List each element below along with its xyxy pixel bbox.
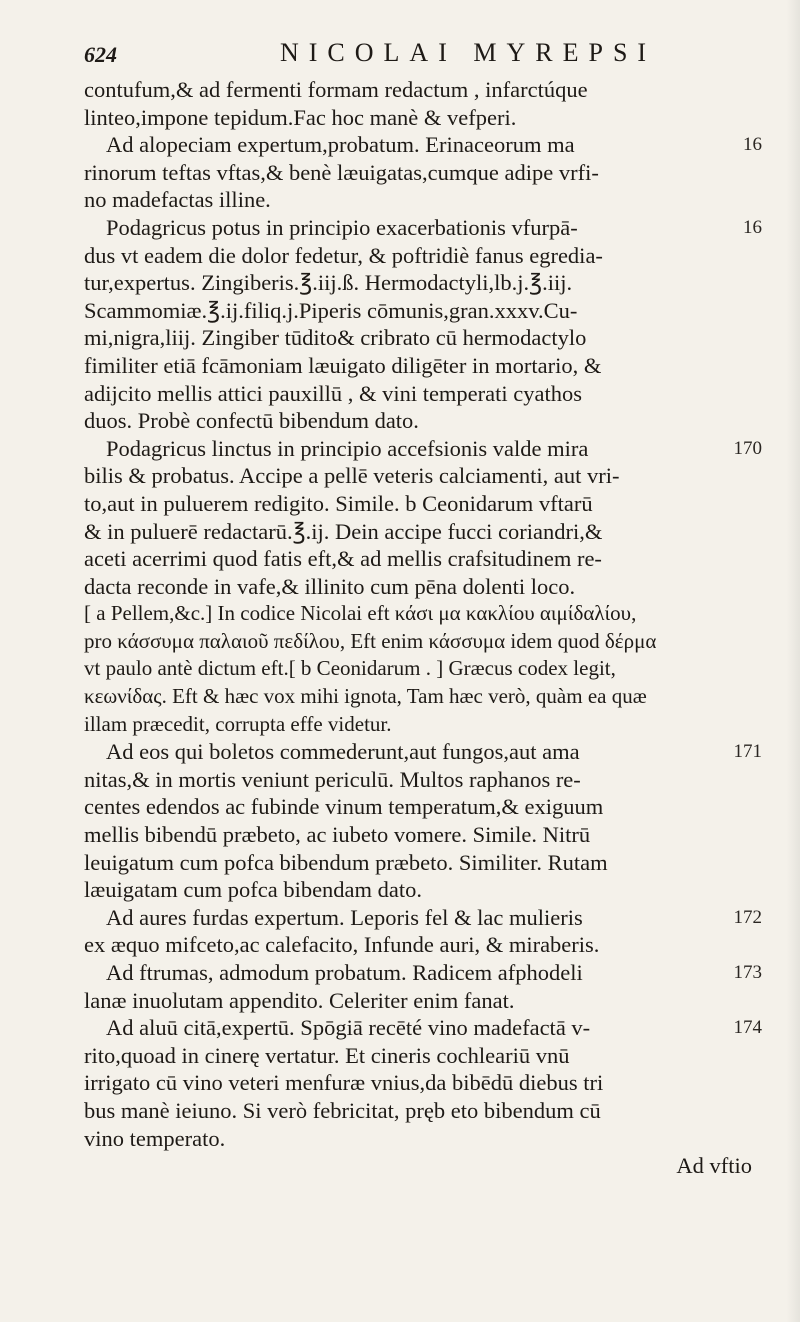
- line-text: centes edendos ac fubinde vinum temperatum,& exiguum: [84, 794, 604, 820]
- margin-number: 173: [733, 962, 762, 983]
- margin-number: 16: [743, 134, 762, 156]
- text-line: [84, 793, 760, 821]
- line-text: rito,quoad in cinerę vertatur. Et cineris cochleariū vnū: [84, 1042, 570, 1068]
- line-text: no madefactas illine.: [84, 187, 271, 213]
- text-line: [84, 131, 760, 159]
- text-line: [84, 1125, 760, 1153]
- text-line: [84, 573, 760, 601]
- line-text: tur,expertus. Zingiberis.℥.iij.ß. Hermodactyli,lb.j.℥.iij.: [84, 270, 573, 296]
- line-text: mi,nigra,liij. Zingiber tūdito& cribrato cū hermodactylo: [84, 325, 587, 351]
- text-line: [84, 931, 760, 959]
- line-text: rinorum teftas vftas,& benè læuigatas,cumque adipe vrfi-: [84, 159, 599, 185]
- text-line: [84, 738, 760, 766]
- line-text: Podagricus linctus in principio accefsionis valde mira: [106, 435, 589, 461]
- line-text: Scammomiæ.℥.ij.filiq.j.Piperis cōmunis,gran.xxxv.Cu-: [84, 297, 578, 323]
- text-line: [84, 104, 760, 132]
- line-text: læuigatam cum pofca bibendam dato.: [84, 877, 423, 903]
- margin-number: 171: [733, 741, 762, 763]
- line-text: vino temperato.: [84, 1125, 226, 1151]
- text-line: [84, 214, 760, 242]
- text-line: [84, 462, 760, 490]
- line-text: ex æquo mifceto,ac calefacito, Infunde auri, & miraberis.: [84, 932, 600, 958]
- line-text: nitas,& in mortis veniunt periculū. Multos raphanos re-: [84, 766, 581, 792]
- text-line: [84, 76, 760, 104]
- margin-number: 172: [733, 906, 762, 928]
- margin-number: 16: [743, 216, 762, 238]
- text-line: [84, 1097, 760, 1125]
- text-line: [84, 186, 760, 214]
- text-line: [84, 159, 760, 187]
- text-line: [84, 380, 760, 408]
- line-text: leuigatum cum pofca bibendum præbeto. Similiter. Rutam: [84, 849, 608, 875]
- line-text: linteo,impone tepidum.Fac hoc manè & vefperi.: [84, 104, 517, 130]
- line-text: Ad ftrumas, admodum probatum. Radicem afphodeli: [106, 960, 583, 985]
- line-text: Podagricus potus in principio exacerbationis vfurpā-: [106, 214, 578, 240]
- line-text: aceti acerrimi quod fatis eft,& ad mellis crafsitudinem re-: [84, 546, 602, 572]
- running-title: NICOLAI MYREPSI: [280, 38, 657, 67]
- line-text: bilis & probatus. Accipe a pellē veteris calciamenti, aut vri-: [84, 463, 620, 489]
- text-line: [84, 876, 760, 904]
- annotation-line: [84, 711, 760, 739]
- line-text: adijcito mellis attici pauxillū , & vini temperati cyathos: [84, 380, 583, 406]
- line-text: Ad aluū citā,expertū. Spōgiā recēté vino madefactā v-: [106, 1015, 591, 1041]
- text-line: [84, 407, 760, 435]
- text-line: [84, 959, 760, 987]
- text-line: [84, 242, 760, 270]
- line-text: illam præcedit, corrupta effe videtur.: [84, 711, 392, 736]
- line-text: dus vt eadem die dolor fedetur, & poftridiè fanus egredia-: [84, 242, 603, 268]
- text-body: [84, 76, 760, 1180]
- text-line: [84, 269, 760, 297]
- text-line: [84, 821, 760, 849]
- line-text: lanæ inuolutam appendito. Celeriter enim fanat.: [84, 987, 515, 1013]
- text-line: [84, 324, 760, 352]
- text-line: [84, 987, 760, 1015]
- line-text: fimiliter etiā fcāmoniam læuigato diligēter in mortario, &: [84, 352, 602, 378]
- line-text: κεωνίδας. Eft & hæc vox mihi ignota, Tam hæc verò, quàm ea quæ: [84, 684, 647, 709]
- text-line: [84, 435, 760, 463]
- margin-number: 170: [733, 437, 762, 459]
- text-line: [84, 904, 760, 932]
- text-line: [84, 352, 760, 380]
- margin-number: 174: [733, 1017, 762, 1039]
- annotation-line: [84, 600, 760, 628]
- annotation-line: [84, 683, 760, 711]
- text-line: [84, 297, 760, 325]
- line-text: Ad alopeciam expertum,probatum. Erinaceorum ma: [106, 132, 575, 158]
- page-header: [84, 38, 760, 72]
- text-line: [84, 766, 760, 794]
- line-text: contufum,& ad fermenti formam redactum , infarctúque: [84, 77, 588, 102]
- annotation-line: [84, 655, 760, 683]
- text-line: [84, 518, 760, 546]
- catchword: Ad vftio: [676, 1153, 752, 1179]
- text-line: [84, 1069, 760, 1097]
- line-text: mellis bibendū præbeto, ac iubeto vomere. Simile. Nitrū: [84, 822, 591, 848]
- page-edge-shadow: [786, 0, 800, 1322]
- text-line: [84, 849, 760, 877]
- line-text: & in puluerē redactarū.℥.ij. Dein accipe fucci coriandri,&: [84, 518, 603, 544]
- line-text: to,aut in puluerem redigito. Simile. b Ceonidarum vftarū: [84, 490, 593, 516]
- line-text: dacta reconde in vafe,& illinito cum pēna dolenti loco.: [84, 573, 576, 599]
- annotation-line: [84, 628, 760, 656]
- text-line: [84, 1042, 760, 1070]
- line-text: [ a Pellem,&c.] In codice Nicolai eft κάσι μα κακλίου αιμίδαλίου,: [84, 601, 637, 626]
- page-number: 624: [84, 42, 117, 67]
- text-line: [84, 545, 760, 573]
- line-text: duos. Probè confectū bibendum dato.: [84, 408, 419, 434]
- line-text: Ad eos qui boletos commederunt,aut fungos,aut ama: [106, 739, 580, 765]
- line-text: pro κάσσυμα παλαιοῦ πεδίλου, Eft enim κάσσυμα idem quod δέρμα: [84, 628, 657, 653]
- line-text: Ad aures furdas expertum. Leporis fel & lac mulieris: [106, 904, 583, 930]
- line-text: vt paulo antè dictum eft.[ b Ceonidarum . ] Græcus codex legit,: [84, 656, 616, 681]
- text-line: [84, 490, 760, 518]
- line-text: irrigato cū vino veteri menfuræ vnius,da bibēdū diebus tri: [84, 1070, 604, 1096]
- line-text: bus manè ieiuno. Si verò febricitat, pręb eto bibendum cū: [84, 1097, 601, 1123]
- text-line: [84, 1014, 760, 1042]
